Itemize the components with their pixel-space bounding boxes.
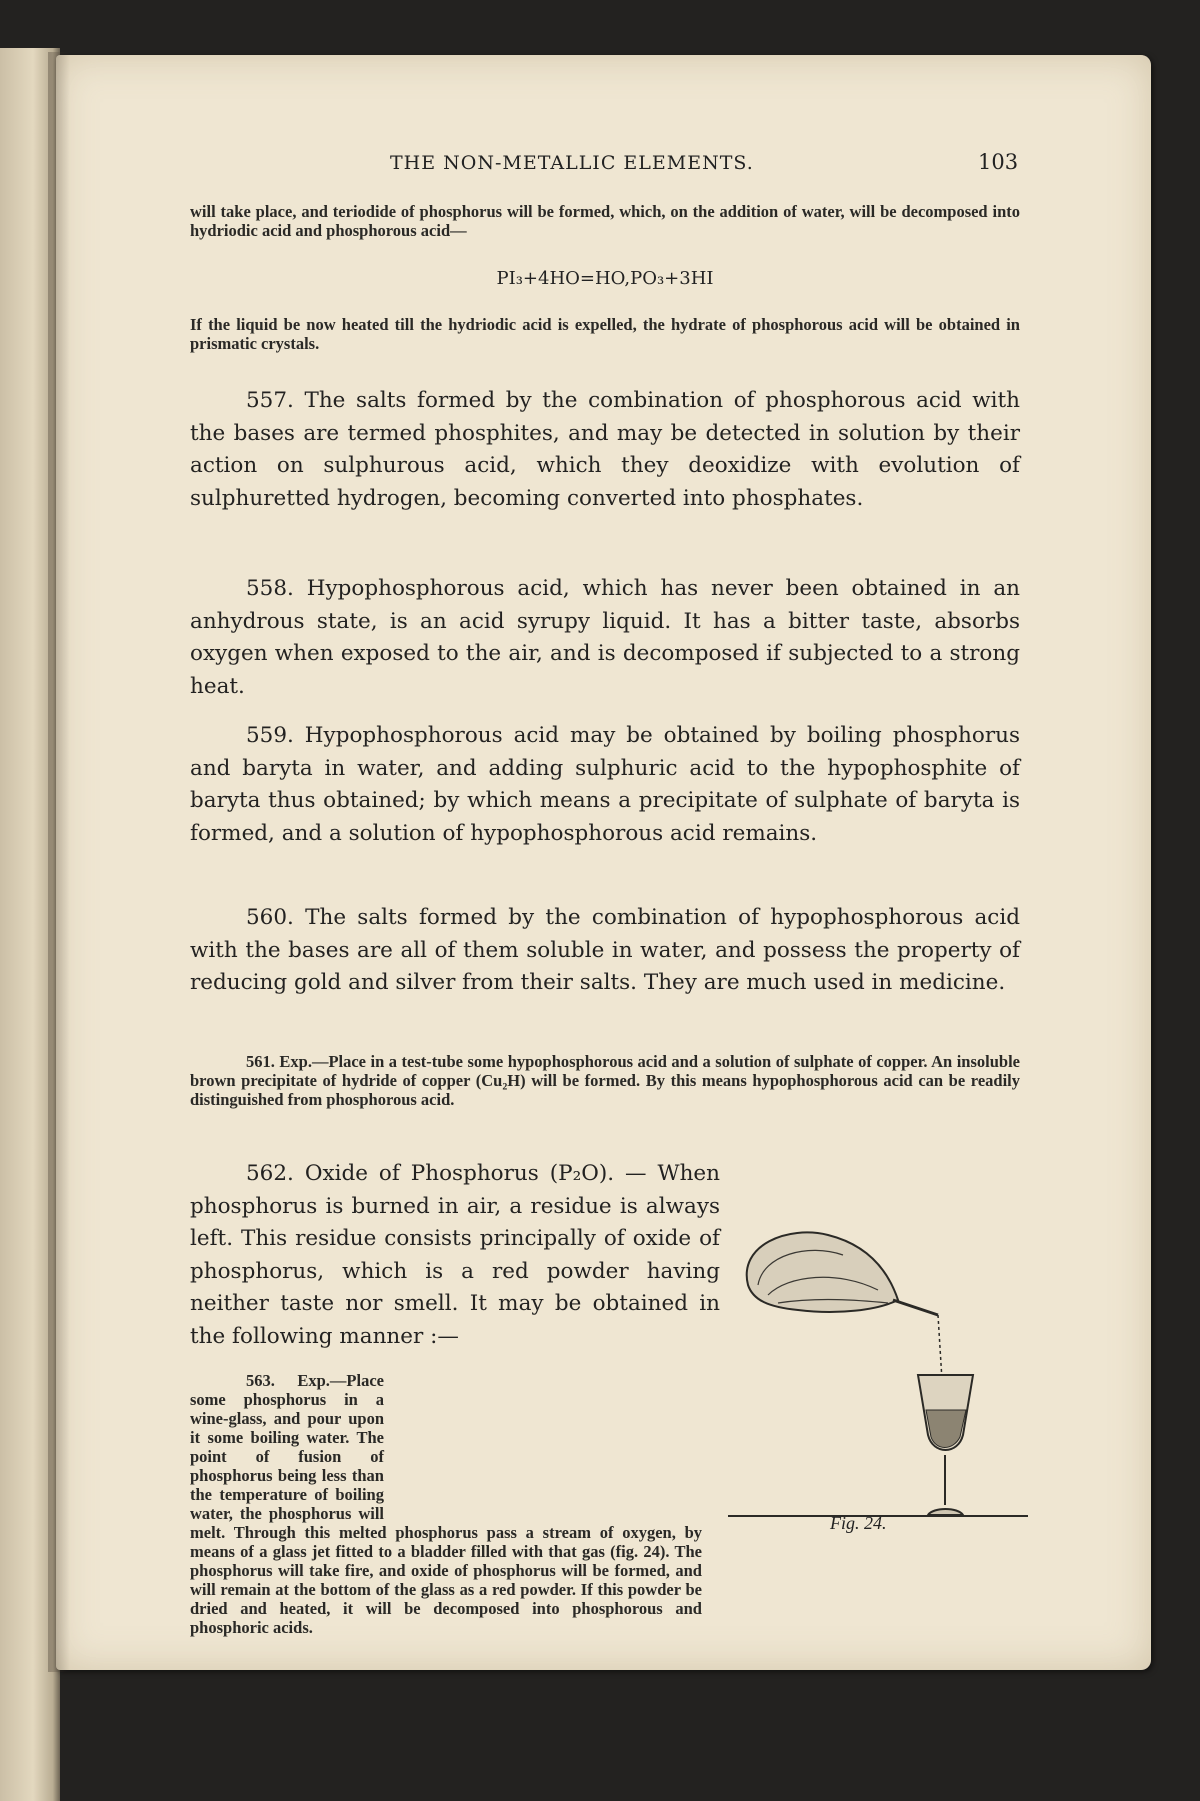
paragraph-561	[190, 1052, 1020, 1109]
figure-caption: Fig. 24.	[830, 1513, 887, 1533]
paragraph-559-text: 559. Hypophosphorous acid may be obtained by boiling phosphorus and baryta in water, and adding sulphuric acid to the hypophosphite of baryta thus obtained; by which means a precipitate of sulphate of baryta is formed, and a solution of hypophosphorous acid remains.	[190, 723, 1020, 846]
paragraph-557-text: 557. The salts formed by the combination of phosphorous acid with the bases are termed phosphites, and may be detected in solution by their action on sulphurous acid, which they deoxidize with evolution of sulphuretted hydrogen, becoming converted into phosphates.	[190, 388, 1020, 511]
equation: PI₃+4HO=HO,PO₃+3HI	[496, 268, 714, 289]
paragraph-562-text-span: 562. Oxide of Phosphorus (P₂O). — When phosphorus is burned in air, a residue is always left. This residue consists principally of oxide of phosphorus, which is a red powder having neither taste nor smell. It may be obtained in the following manner :—	[190, 1161, 720, 1349]
paragraph-558-text: 558. Hypophosphorous acid, which has never been obtained in an anhydrous state, is an acid syrupy liquid. It has a bitter taste, absorbs oxygen when exposed to the air, and is decomposed if subjected to a strong heat.	[190, 576, 1020, 699]
intro-text-1	[190, 202, 1020, 240]
figure-bladder-and-wineglass	[728, 1215, 1028, 1545]
paragraph-561-text: 561. Exp.—Place in a test-tube some hypophosphorous acid and a solution of sulphate of copper. An insoluble brown precipitate of hydride of copper (Cu₂H) will be formed. By this means hypophosphorous acid can be readily distinguished from phosphorous acid.	[190, 1052, 1020, 1109]
wineglass-stem	[928, 1455, 963, 1515]
bladder-wineglass-illustration	[728, 1215, 1028, 1545]
paragraph-563-float-spacer	[384, 1371, 702, 1523]
paragraph-559	[190, 720, 1020, 850]
paragraph-557	[190, 385, 1020, 515]
running-title: THE NON-METALLIC ELEMENTS.	[390, 152, 754, 174]
paragraph-563	[190, 1371, 702, 1637]
intro-text-1-line: will take place, and teriodide of phosphorus will be formed, which, on the addition of water, will be decomposed into hydriodic acid and phosphorous acid—	[190, 202, 1020, 240]
page-number: 103	[978, 150, 1019, 174]
intro-text-2-line: If the liquid be now heated till the hydriodic acid is expelled, the hydrate of phosphorous acid will be obtained in prismatic crystals.	[190, 315, 1020, 353]
spine-shadow	[48, 52, 70, 1672]
paragraph-563-text: 563. Exp.—Place some phosphorus in a wine-glass, and pour upon it some boiling water. The point of fusion of phosphorus being less than the temperature of boiling water, the phosphorus will melt. Through this melted phosphorus pass a stream of oxygen, by means of a glass jet fitted to a bladder filled with that gas (fig. 24). The phosphorus will take fire, and oxide of phosphorus will be formed, and will remain at the bottom of the glass as a red powder. If this powder be dried and heated, it will be decomposed into phosphorous and phosphoric acids.	[190, 1371, 702, 1637]
glass-jet	[893, 1300, 938, 1315]
paragraph-560-text: 560. The salts formed by the combination of hypophosphorous acid with the bases are all of them soluble in water, and possess the property of reducing gold and silver from their salts. They are much used in medicine.	[190, 905, 1020, 995]
paragraph-560	[190, 902, 1020, 1000]
intro-text-2	[190, 315, 1020, 353]
gas-stream	[938, 1315, 942, 1380]
paragraph-558	[190, 573, 1020, 703]
